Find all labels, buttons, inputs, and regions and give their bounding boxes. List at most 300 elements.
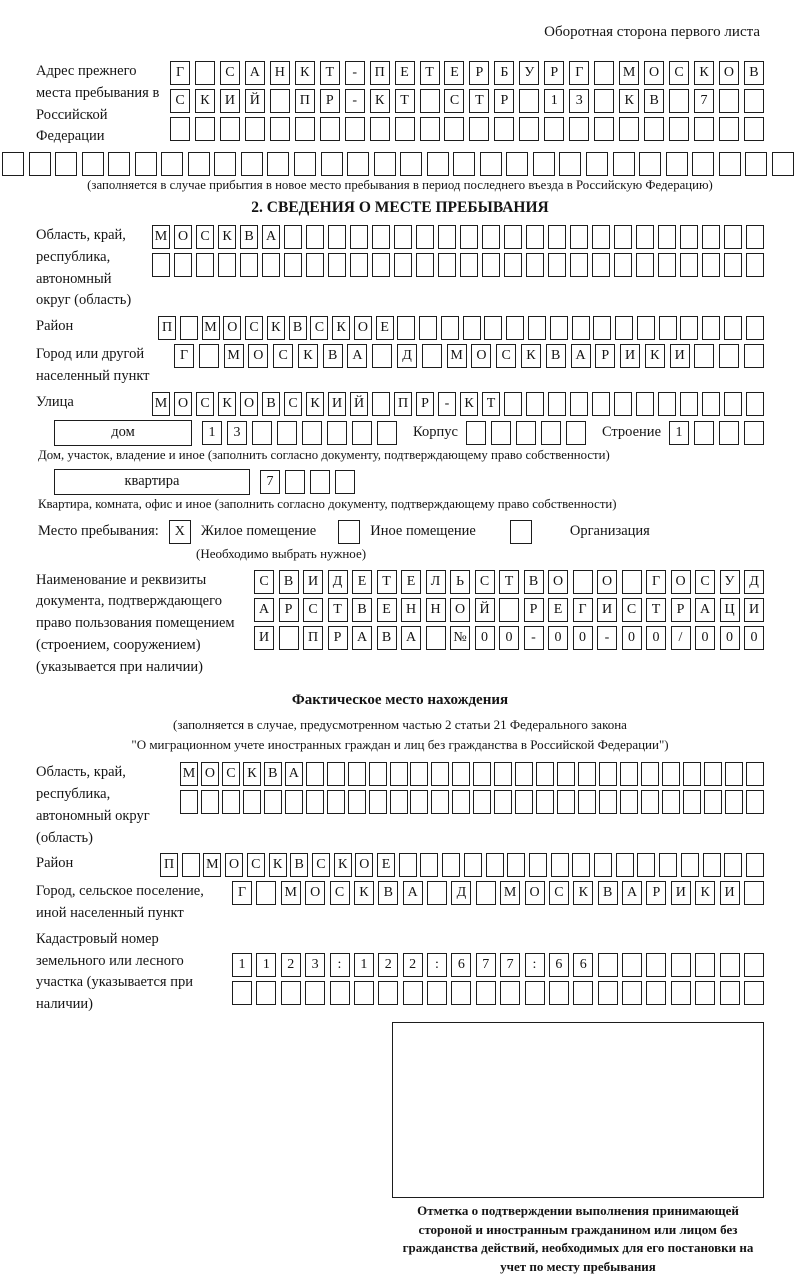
char-cell: : — [525, 953, 545, 977]
char-cell — [572, 316, 590, 340]
char-cell — [294, 152, 316, 176]
char-cell: С — [196, 225, 214, 249]
char-cell — [491, 421, 511, 445]
char-cell: С — [549, 881, 569, 905]
stay-option-organization-checkbox — [510, 520, 532, 544]
char-cell — [616, 853, 634, 877]
house-box: дом — [54, 420, 192, 446]
char-cell — [637, 316, 655, 340]
char-cell: И — [254, 626, 274, 650]
char-cell — [285, 790, 303, 814]
char-cell: 0 — [720, 626, 740, 650]
char-cell — [548, 225, 566, 249]
char-cell: 1 — [202, 421, 222, 445]
char-cell — [277, 421, 297, 445]
char-cell: К — [195, 89, 215, 113]
char-cell: Р — [469, 61, 489, 85]
char-cell: С — [254, 570, 274, 594]
char-cell — [719, 344, 739, 368]
char-cell — [302, 421, 322, 445]
char-cell — [572, 853, 590, 877]
char-cell — [431, 762, 449, 786]
char-cell — [598, 953, 618, 977]
char-cell — [519, 117, 539, 141]
char-cell — [161, 152, 183, 176]
char-cell: Й — [475, 598, 495, 622]
char-cell — [646, 981, 666, 1005]
char-cell: С — [669, 61, 689, 85]
char-cell: К — [521, 344, 541, 368]
char-cell — [196, 253, 214, 277]
char-cell — [666, 152, 688, 176]
char-cell: С — [312, 853, 330, 877]
char-cell — [466, 421, 486, 445]
char-cell: Е — [395, 61, 415, 85]
prev-address-label: Адрес прежнего места пребывания в Российской Федерации — [36, 63, 160, 145]
char-cell — [29, 152, 51, 176]
actual-location-note-1: (заполняется в случае, предусмотренном частью 2 статьи 21 Федерального закона — [173, 717, 627, 733]
char-cell — [328, 225, 346, 249]
char-cell: И — [620, 344, 640, 368]
char-cell — [619, 117, 639, 141]
char-cell: К — [332, 316, 350, 340]
char-cell: И — [597, 598, 617, 622]
char-cell — [400, 152, 422, 176]
char-cell: Т — [377, 570, 397, 594]
char-cell — [480, 152, 502, 176]
char-cell: Г — [174, 344, 194, 368]
char-cell — [659, 853, 677, 877]
char-cell — [658, 225, 676, 249]
char-cell: Д — [397, 344, 417, 368]
char-cell: О — [354, 316, 372, 340]
char-cell — [507, 853, 525, 877]
char-cell — [569, 117, 589, 141]
char-cell: И — [671, 881, 691, 905]
char-cell — [683, 762, 701, 786]
char-cell — [724, 392, 742, 416]
char-cell — [725, 790, 743, 814]
char-cell — [256, 881, 276, 905]
stay-option-other-label: Иное помещение — [370, 523, 476, 539]
char-cell: С — [170, 89, 190, 113]
char-cell — [327, 790, 345, 814]
char-cell: С — [273, 344, 293, 368]
char-cell: П — [394, 392, 412, 416]
char-cell — [692, 152, 714, 176]
char-cell — [548, 392, 566, 416]
char-cell — [390, 762, 408, 786]
char-cell: С — [496, 344, 516, 368]
char-cell — [594, 117, 614, 141]
char-cell — [416, 225, 434, 249]
char-cell — [702, 392, 720, 416]
char-cell — [746, 316, 764, 340]
char-cell — [284, 253, 302, 277]
char-cell — [526, 253, 544, 277]
char-cell: № — [450, 626, 470, 650]
char-cell — [369, 762, 387, 786]
char-cell — [500, 981, 520, 1005]
prev-address-note: (заполняется в случае прибытия в новое место пребывания в период последнего въезда в Российскую Федерацию) — [87, 178, 713, 192]
char-cell: А — [262, 225, 280, 249]
actual-region-label: Область, край, республика, автономный округ (область) — [36, 764, 150, 846]
char-cell — [719, 89, 739, 113]
district-block — [36, 316, 764, 340]
char-cell: Н — [401, 598, 421, 622]
char-cell: Т — [328, 598, 348, 622]
char-cell: Т — [320, 61, 340, 85]
char-cell: О — [225, 853, 243, 877]
char-cell — [570, 253, 588, 277]
char-cell — [570, 225, 588, 249]
char-cell — [704, 762, 722, 786]
char-cell: Н — [426, 598, 446, 622]
char-cell: Р — [671, 598, 691, 622]
char-cell — [694, 117, 714, 141]
char-cell: К — [269, 853, 287, 877]
char-cell — [550, 316, 568, 340]
char-cell — [453, 152, 475, 176]
char-cell — [416, 253, 434, 277]
char-cell — [372, 344, 392, 368]
char-cell — [330, 981, 350, 1005]
char-cell: 3 — [227, 421, 247, 445]
char-cell: А — [622, 881, 642, 905]
char-cell: В — [377, 626, 397, 650]
char-cell: Е — [352, 570, 372, 594]
char-cell — [559, 152, 581, 176]
char-cell — [680, 316, 698, 340]
char-cell: В — [378, 881, 398, 905]
char-cell: В — [352, 598, 372, 622]
char-cell — [659, 316, 677, 340]
char-cell: 7 — [260, 470, 280, 494]
city-row — [174, 344, 764, 368]
char-cell: М — [447, 344, 467, 368]
char-cell: Г — [569, 61, 589, 85]
char-cell — [622, 570, 642, 594]
char-cell — [410, 762, 428, 786]
char-cell — [544, 117, 564, 141]
char-cell: Д — [744, 570, 764, 594]
char-cell — [306, 253, 324, 277]
char-cell: Б — [494, 61, 514, 85]
char-cell — [725, 762, 743, 786]
char-cell: 3 — [305, 953, 325, 977]
char-cell: 7 — [476, 953, 496, 977]
char-cell — [306, 790, 324, 814]
char-cell — [350, 253, 368, 277]
char-cell — [694, 344, 714, 368]
char-cell — [262, 253, 280, 277]
char-cell — [305, 981, 325, 1005]
char-cell — [746, 853, 764, 877]
char-cell: 1 — [256, 953, 276, 977]
document-row-3 — [254, 626, 764, 650]
char-cell: С — [303, 598, 323, 622]
char-cell: С — [220, 61, 240, 85]
char-cell — [658, 392, 676, 416]
char-cell: 0 — [573, 626, 593, 650]
char-cell — [683, 790, 701, 814]
char-cell: И — [328, 392, 346, 416]
char-cell: Р — [646, 881, 666, 905]
char-cell: 2 — [403, 953, 423, 977]
char-cell — [232, 981, 252, 1005]
char-cell: - — [345, 61, 365, 85]
char-cell: У — [720, 570, 740, 594]
char-cell — [494, 762, 512, 786]
char-cell — [744, 344, 764, 368]
char-cell — [451, 981, 471, 1005]
document-row-2 — [254, 598, 764, 622]
char-cell: Т — [469, 89, 489, 113]
char-cell — [241, 152, 263, 176]
city-label: Город или другой населенный пункт — [36, 346, 150, 384]
region-row-1 — [152, 225, 764, 249]
char-cell — [438, 253, 456, 277]
char-cell: Р — [524, 598, 544, 622]
char-cell — [348, 790, 366, 814]
char-cell: Л — [426, 570, 446, 594]
char-cell — [680, 225, 698, 249]
char-cell: Т — [395, 89, 415, 113]
actual-region-rows — [180, 762, 764, 814]
char-cell — [494, 790, 512, 814]
char-cell: : — [330, 953, 350, 977]
char-cell: Т — [646, 598, 666, 622]
char-cell — [669, 89, 689, 113]
char-cell: Г — [646, 570, 666, 594]
char-cell: М — [152, 225, 170, 249]
region-rows — [152, 225, 764, 277]
char-cell — [195, 117, 215, 141]
char-cell — [594, 89, 614, 113]
char-cell: Р — [416, 392, 434, 416]
prev-address-row-4 — [2, 152, 794, 176]
char-cell — [662, 762, 680, 786]
char-cell — [442, 853, 460, 877]
char-cell: О — [305, 881, 325, 905]
char-cell — [702, 316, 720, 340]
document-rows — [254, 570, 764, 650]
char-cell: О — [548, 570, 568, 594]
char-cell — [573, 570, 593, 594]
char-cell — [484, 316, 502, 340]
char-cell: С — [444, 89, 464, 113]
char-cell: Р — [595, 344, 615, 368]
char-cell: О — [355, 853, 373, 877]
char-cell: О — [240, 392, 258, 416]
char-cell — [586, 152, 608, 176]
cadastral-label: Кадастровый номер земельного или лесного участка (указывается при наличии) — [36, 930, 193, 1012]
char-cell — [426, 626, 446, 650]
char-cell — [599, 790, 617, 814]
char-cell — [306, 762, 324, 786]
char-cell: С — [284, 392, 302, 416]
char-cell — [504, 225, 522, 249]
char-cell: К — [243, 762, 261, 786]
char-cell — [506, 316, 524, 340]
char-cell: М — [203, 853, 221, 877]
char-cell: - — [438, 392, 456, 416]
char-cell: Р — [320, 89, 340, 113]
char-cell — [681, 853, 699, 877]
actual-location-title: Фактическое место нахождения — [291, 692, 509, 709]
char-cell — [744, 421, 764, 445]
char-cell: С — [247, 853, 265, 877]
char-cell: 7 — [694, 89, 714, 113]
char-cell: / — [671, 626, 691, 650]
char-cell — [694, 421, 714, 445]
char-cell — [548, 253, 566, 277]
char-cell — [702, 253, 720, 277]
char-cell: К — [298, 344, 318, 368]
char-cell — [397, 316, 415, 340]
confirmation-mark-box — [392, 1022, 764, 1198]
char-cell: В — [240, 225, 258, 249]
char-cell: И — [303, 570, 323, 594]
char-cell: М — [224, 344, 244, 368]
char-cell — [720, 953, 740, 977]
region-label: Область, край, республика, автономный округ (область) — [36, 227, 132, 309]
char-cell — [704, 790, 722, 814]
char-cell: А — [347, 344, 367, 368]
char-cell — [594, 61, 614, 85]
char-cell — [321, 152, 343, 176]
char-cell — [372, 253, 390, 277]
house-row — [54, 420, 764, 446]
char-cell — [218, 253, 236, 277]
confirmation-area — [392, 1022, 764, 1277]
char-cell: В — [289, 316, 307, 340]
char-cell: С — [222, 762, 240, 786]
char-cell — [284, 225, 302, 249]
char-cell: К — [370, 89, 390, 113]
char-cell: 0 — [695, 626, 715, 650]
char-cell — [637, 853, 655, 877]
char-cell — [636, 392, 654, 416]
stay-option-other-checkbox — [338, 520, 360, 544]
char-cell: В — [546, 344, 566, 368]
actual-location-note-2: "О миграционном учете иностранных граждан и лиц без гражданства в Российской Федерации") — [131, 736, 669, 752]
char-cell — [592, 225, 610, 249]
char-cell — [410, 790, 428, 814]
char-cell — [377, 421, 397, 445]
char-cell — [240, 253, 258, 277]
char-cell — [469, 117, 489, 141]
char-cell — [680, 253, 698, 277]
char-cell: С — [330, 881, 350, 905]
char-cell — [744, 117, 764, 141]
char-cell — [464, 853, 482, 877]
char-cell — [281, 981, 301, 1005]
char-cell: 0 — [499, 626, 519, 650]
char-cell — [526, 225, 544, 249]
street-row — [152, 392, 764, 416]
char-cell — [195, 61, 215, 85]
char-cell — [420, 853, 438, 877]
char-cell — [328, 253, 346, 277]
char-cell: К — [306, 392, 324, 416]
char-cell — [620, 762, 638, 786]
char-cell — [566, 421, 586, 445]
char-cell: 7 — [500, 953, 520, 977]
char-cell — [264, 790, 282, 814]
settlement-row — [232, 881, 764, 905]
char-cell — [744, 881, 764, 905]
char-cell — [348, 762, 366, 786]
char-cell — [390, 790, 408, 814]
char-cell: М — [281, 881, 301, 905]
char-cell — [180, 316, 198, 340]
char-cell: Т — [482, 392, 500, 416]
char-cell — [658, 253, 676, 277]
char-cell — [669, 117, 689, 141]
char-cell — [744, 953, 764, 977]
char-cell — [570, 392, 588, 416]
char-cell — [419, 316, 437, 340]
char-cell: В — [524, 570, 544, 594]
char-cell: 0 — [475, 626, 495, 650]
char-cell — [515, 790, 533, 814]
stroenie-cells — [669, 421, 764, 445]
stay-type-row — [38, 520, 764, 544]
char-cell — [533, 152, 555, 176]
char-cell: К — [267, 316, 285, 340]
char-cell — [622, 981, 642, 1005]
city-block — [36, 344, 764, 388]
stay-type-label: Место пребывания: — [38, 523, 159, 539]
char-cell — [599, 762, 617, 786]
char-cell — [746, 790, 764, 814]
char-cell: С — [310, 316, 328, 340]
char-cell — [372, 225, 390, 249]
char-cell — [719, 117, 739, 141]
char-cell: С — [245, 316, 263, 340]
char-cell — [427, 152, 449, 176]
actual-region-row-1 — [180, 762, 764, 786]
char-cell — [306, 225, 324, 249]
char-cell — [772, 152, 794, 176]
char-cell — [578, 790, 596, 814]
char-cell: О — [471, 344, 491, 368]
char-cell: К — [295, 61, 315, 85]
char-cell — [482, 225, 500, 249]
cadastral-row-2 — [232, 981, 764, 1005]
district-label: Район — [36, 318, 74, 334]
char-cell: Р — [544, 61, 564, 85]
char-cell — [671, 953, 691, 977]
char-cell: 1 — [669, 421, 689, 445]
char-cell — [486, 853, 504, 877]
char-cell — [214, 152, 236, 176]
char-cell: 0 — [622, 626, 642, 650]
char-cell: П — [160, 853, 178, 877]
char-cell: А — [254, 598, 274, 622]
char-cell — [476, 981, 496, 1005]
stay-option-residential-label: Жилое помещение — [200, 523, 317, 539]
confirmation-note: Отметка о подтверждении выполнения принимающей стороной и иностранным гражданином или лицом без гражданства действий, необходимых для его постановки на учет по месту пребывания — [402, 1202, 754, 1275]
char-cell — [499, 598, 519, 622]
char-cell: 6 — [549, 953, 569, 977]
char-cell — [295, 117, 315, 141]
char-cell: А — [571, 344, 591, 368]
char-cell: 2 — [281, 953, 301, 977]
char-cell — [644, 117, 664, 141]
char-cell — [557, 790, 575, 814]
